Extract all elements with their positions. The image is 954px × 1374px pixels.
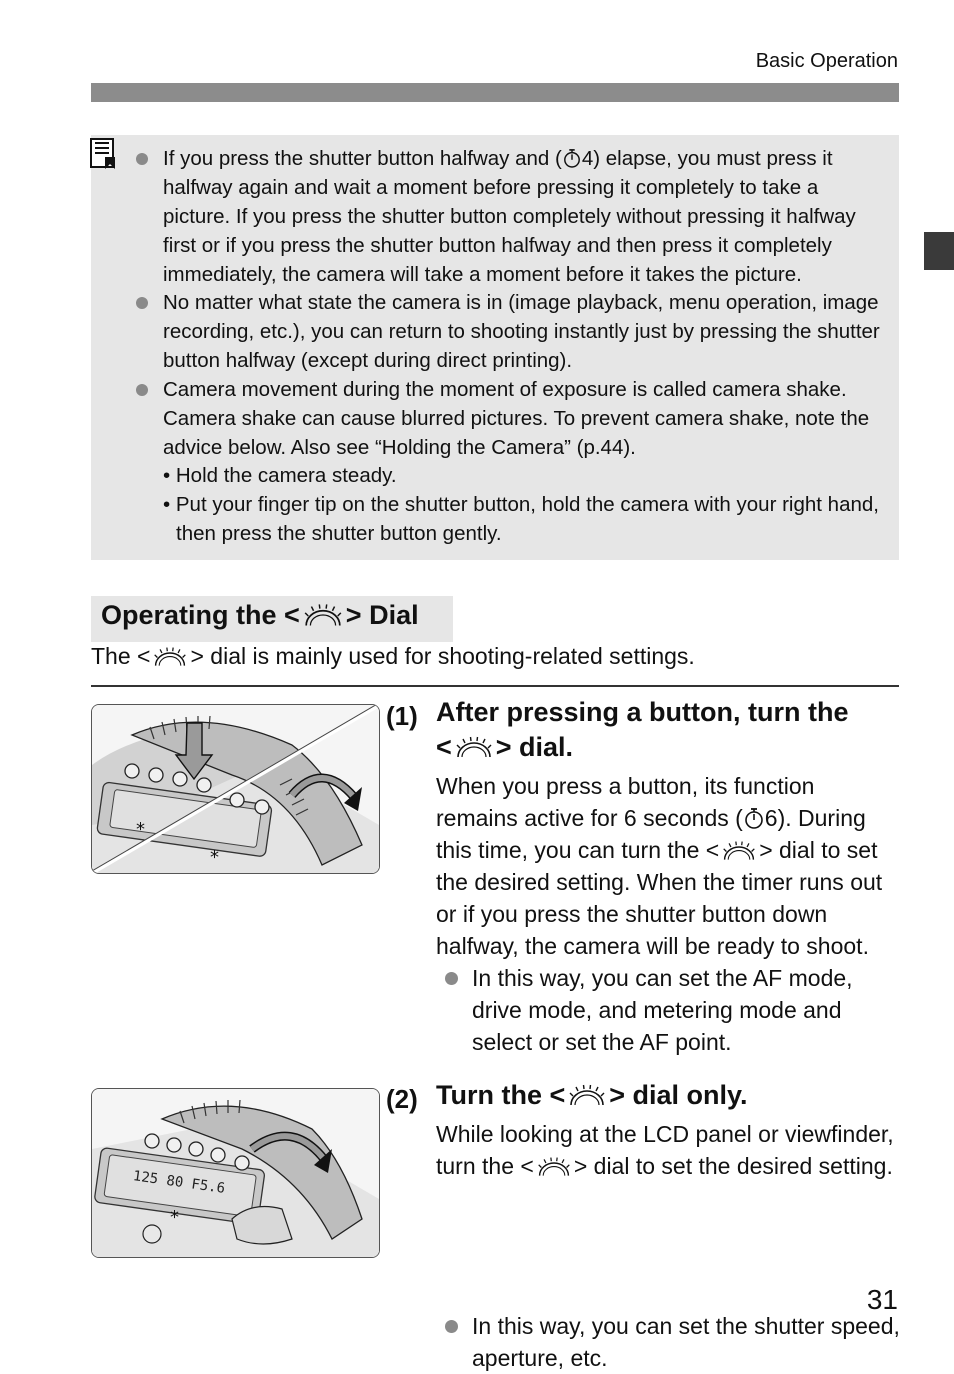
camera-top-photo-2 <box>91 1088 380 1258</box>
main-dial-icon <box>454 736 494 760</box>
note-item: No matter what state the camera is in (image playback, menu operation, image recording, etc.), you can return to shooting instantly just by pressing the shutter button halfway (except during direct printing). <box>163 288 881 375</box>
bullet-icon <box>136 384 148 396</box>
main-dial-icon <box>721 841 757 862</box>
svg-text:*: * <box>136 819 145 840</box>
note-sub-item: • Put your finger tip on the shutter button, hold the camera with your right hand, then press the shutter button gently. <box>163 493 879 545</box>
timer-icon <box>744 807 764 829</box>
memo-note-icon <box>89 137 119 169</box>
step-body: When you press a button, its function remains active for 6 seconds ( 6). During this time, you can turn the < > dial to set the desired setting. When the timer runs out or if you press the shutter button down halfway, the camera will be ready to shoot. <box>436 773 883 959</box>
step-bullet: In this way, you can set the shutter speed, aperture, etc. <box>436 1310 902 1374</box>
main-dial-icon <box>302 604 344 628</box>
main-dial-icon <box>536 1157 572 1178</box>
section-title: Operating the < > Dial <box>91 596 453 642</box>
note-item: If you press the shutter button halfway and ( 4) elapse, you must press it halfway again and wait a moment before pressing it completely to take a picture. If you press the shutter button completely without pressing it halfway first or if you press the shutter button halfway and then press it completely immediately, the camera will take a moment before it takes the picture. <box>163 144 881 289</box>
step-heading: After pressing a button, turn the < > dial. <box>436 697 849 762</box>
section-intro: The < > dial is mainly used for shooting-related settings. <box>91 643 695 669</box>
bullet-icon <box>136 297 148 309</box>
note-sub-item: • Hold the camera steady. <box>163 464 397 487</box>
main-dial-icon <box>567 1084 607 1108</box>
camera-top-photo-1 <box>91 704 380 874</box>
bullet-icon <box>136 153 148 165</box>
page-number: 31 <box>866 1284 898 1315</box>
step-heading: Turn the < > dial only. <box>436 1080 748 1110</box>
section-divider <box>91 685 899 687</box>
header-bar <box>91 83 899 102</box>
note-item: Camera movement during the moment of exposure is called camera shake. Camera shake can cause blurred pictures. To prevent camera shake, note the advice below. Also see “Holding the Camera” (p.44). <box>163 375 881 462</box>
main-dial-icon <box>152 647 188 668</box>
bullet-icon <box>445 1320 458 1333</box>
step-number: (1) <box>386 701 418 731</box>
header-section-title: Basic Operation <box>755 50 898 72</box>
step-number: (2) <box>386 1084 418 1114</box>
step-body: While looking at the LCD panel or viewfinder, turn the < > dial to set the desired setting. <box>436 1121 894 1179</box>
svg-text:*: * <box>210 847 219 868</box>
chapter-tab <box>924 232 954 270</box>
bullet-icon <box>445 972 458 985</box>
svg-text:125 80 F5.6: 125 80 F5.6 <box>131 1168 226 1197</box>
step-bullet: In this way, you can set the AF mode, drive mode, and metering mode and select or set the AF point. <box>436 962 902 1058</box>
timer-icon <box>563 148 581 168</box>
svg-text:*: * <box>170 1207 179 1228</box>
